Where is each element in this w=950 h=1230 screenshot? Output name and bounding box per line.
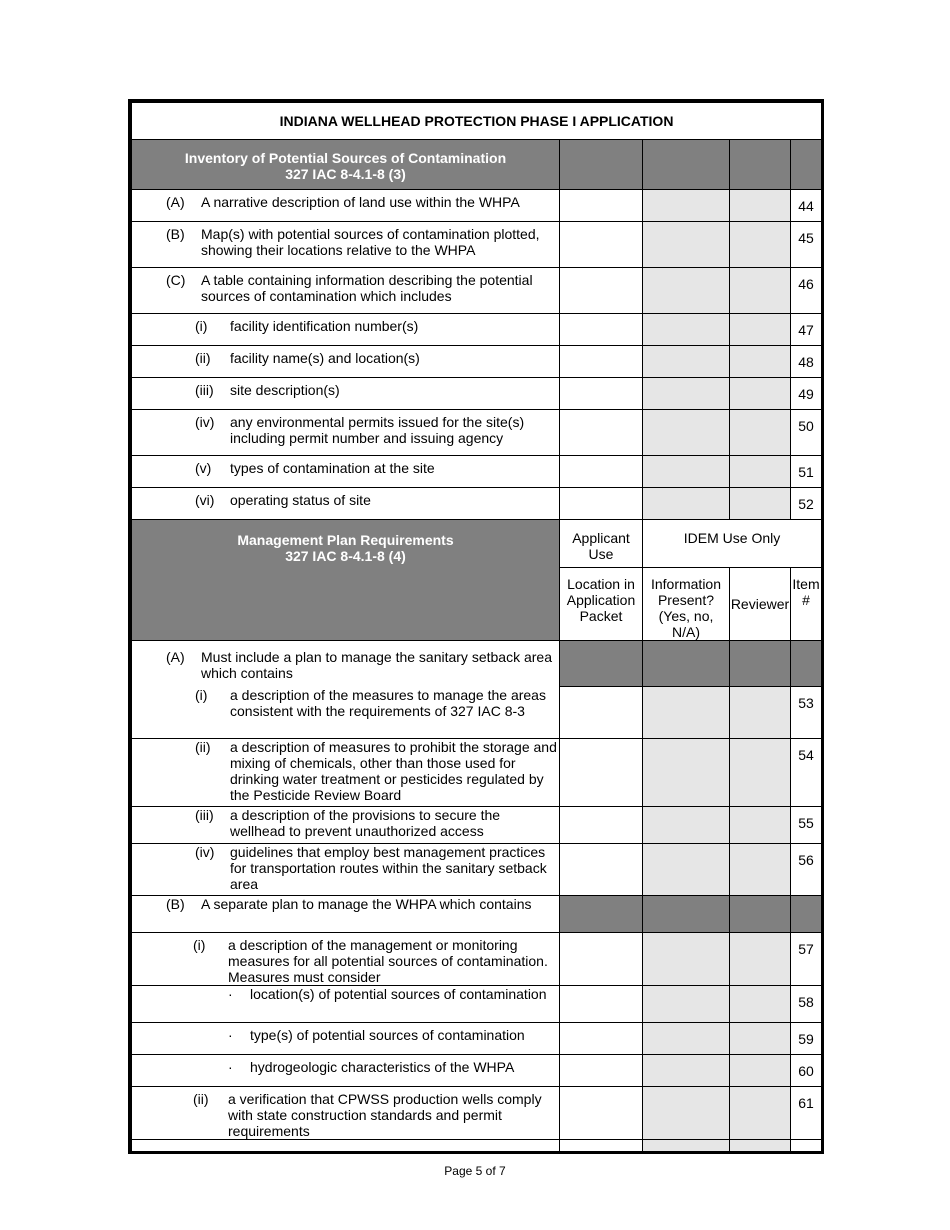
- requirement-cell: [132, 1055, 560, 1087]
- requirement-cell: [132, 933, 560, 986]
- item-text: types of contamination at the site: [230, 460, 435, 476]
- item-label: (i): [195, 686, 208, 703]
- section-blank-cell: [730, 896, 791, 933]
- item-text: Map(s) with potential sources of contamination plotted, showing their locations relative to the WHPA: [201, 226, 540, 258]
- table-row: [132, 739, 822, 807]
- item-number: 59: [791, 1023, 822, 1055]
- requirement-cell: [132, 314, 560, 346]
- information-present-field: [643, 1140, 730, 1155]
- reviewer-field: [730, 933, 791, 986]
- item-text: a verification that CPWSS production wells comply with state construction standards and permit requirements: [228, 1091, 542, 1139]
- bullet-label: ·: [228, 986, 233, 1002]
- reviewer-field: [730, 314, 791, 346]
- information-present-field: [643, 488, 730, 520]
- information-present-field: [643, 346, 730, 378]
- table-row: [132, 222, 822, 268]
- information-present-field: [643, 1087, 730, 1140]
- item-label: (i): [195, 318, 208, 334]
- item-text: A table containing information describing the potential sources of contamination which includes: [201, 272, 533, 304]
- reviewer-field: [730, 456, 791, 488]
- bullet-label: ·: [228, 1059, 233, 1075]
- item-text: Must include a plan to manage the sanitary setback area which contains: [201, 649, 552, 681]
- table-row: [132, 844, 822, 896]
- requirement-cell: [132, 807, 560, 844]
- section-blank-cell: [560, 896, 643, 933]
- management-heading: [132, 520, 560, 641]
- reviewer-field: [730, 1055, 791, 1087]
- requirement-cell: [132, 1023, 560, 1055]
- section-blank-cell: [560, 641, 643, 687]
- table-row: [132, 1055, 822, 1087]
- section-blank-cell: [643, 896, 730, 933]
- reviewer-field: [730, 346, 791, 378]
- table-row: [132, 896, 822, 933]
- item-text: a description of the measures to manage the areas consistent with the requirements of 327 IAC 8-3: [230, 686, 546, 719]
- requirement-cell: [132, 687, 560, 739]
- information-present-field: [643, 1055, 730, 1087]
- applicant-use-header: Applicant Use: [560, 520, 643, 568]
- item-number: 44: [791, 190, 822, 222]
- information-present-field: [643, 410, 730, 456]
- section-blank-cell: [730, 641, 791, 687]
- reviewer-field: [730, 739, 791, 807]
- item-number: 55: [791, 807, 822, 844]
- reviewer-field: [730, 687, 791, 739]
- item-label: (B): [166, 896, 185, 912]
- item-number: 50: [791, 410, 822, 456]
- reviewer-field: [730, 268, 791, 314]
- reviewer-field: [730, 190, 791, 222]
- information-present-field: [643, 222, 730, 268]
- reviewer-field: [730, 986, 791, 1023]
- item-number: 52: [791, 488, 822, 520]
- item-text: guidelines that employ best management practices for transportation routes within the sanitary setback area: [230, 844, 547, 892]
- item-label: (v): [195, 460, 212, 476]
- item-number: 56: [791, 844, 822, 896]
- item-text: a description of measures to prohibit the storage and mixing of chemicals, other than those used for drinking water treatment or pesticides regulated by the Pesticide Review Board: [230, 739, 557, 803]
- item-label: (iv): [195, 414, 215, 430]
- information-present-field: [643, 807, 730, 844]
- inventory-heading-citation: 327 IAC 8-4.1-8 (3): [285, 166, 406, 182]
- item-label: (C): [166, 272, 186, 288]
- location-field[interactable]: [560, 456, 643, 488]
- header-blank-cell: [560, 140, 643, 190]
- item-text: site description(s): [230, 382, 340, 398]
- reviewer-field: [730, 488, 791, 520]
- item-number: 51: [791, 456, 822, 488]
- idem-use-only-header: IDEM Use Only: [643, 520, 822, 568]
- item-text: A separate plan to manage the WHPA which contains: [201, 896, 532, 912]
- section-blank-cell: [643, 641, 730, 687]
- table-row: [132, 488, 822, 520]
- section-blank-cell: [791, 641, 822, 687]
- item-text: a description of the provisions to secure the wellhead to prevent unauthorized access: [230, 807, 501, 839]
- table-row: [132, 314, 822, 346]
- table-row: [132, 268, 822, 314]
- item-number: 53: [791, 687, 822, 739]
- information-present-field: [643, 456, 730, 488]
- location-field[interactable]: [560, 1023, 643, 1055]
- table-row: [132, 687, 822, 739]
- information-present-field: [643, 687, 730, 739]
- reviewer-field: [730, 1087, 791, 1140]
- table-row: [132, 456, 822, 488]
- table-row: [132, 933, 822, 986]
- inventory-heading: [132, 140, 560, 190]
- item-label: (iii): [195, 807, 214, 823]
- requirement-cell: [132, 641, 560, 687]
- location-field[interactable]: [560, 314, 643, 346]
- item-label: (A): [166, 194, 185, 210]
- item-label: (ii): [195, 739, 211, 755]
- table-row: [132, 641, 822, 687]
- form-title: INDIANA WELLHEAD PROTECTION PHASE I APPLICATION: [132, 103, 822, 140]
- table-row: [132, 1023, 822, 1055]
- reviewer-field: [730, 378, 791, 410]
- item-label: (B): [166, 226, 185, 242]
- reviewer-field: [730, 1023, 791, 1055]
- item-number: 54: [791, 739, 822, 807]
- requirement-cell: [132, 222, 560, 268]
- item-label: (A): [166, 649, 185, 665]
- form-table: [131, 102, 822, 1154]
- information-present-field: [643, 986, 730, 1023]
- item-number: 46: [791, 268, 822, 314]
- reviewer-field: [730, 410, 791, 456]
- table-row: [132, 410, 822, 456]
- requirement-cell: [132, 456, 560, 488]
- item-label: (iii): [195, 382, 214, 398]
- location-field[interactable]: [560, 190, 643, 222]
- information-present-field: [643, 844, 730, 896]
- location-field[interactable]: [560, 346, 643, 378]
- item-number: 48: [791, 346, 822, 378]
- item-text: operating status of site: [230, 492, 371, 508]
- item-text: facility identification number(s): [230, 318, 419, 334]
- location-field[interactable]: [560, 933, 643, 986]
- item-text: A narrative description of land use within the WHPA: [201, 194, 520, 210]
- page-number: Page 5 of 7: [444, 1164, 506, 1178]
- reviewer-field: [730, 807, 791, 844]
- requirement-cell: [132, 896, 560, 933]
- table-row: [132, 346, 822, 378]
- item-label: (ii): [195, 350, 211, 366]
- item-text: type(s) of potential sources of contamination: [250, 1027, 525, 1043]
- requirement-cell: [132, 986, 560, 1023]
- header-blank-cell: [730, 140, 791, 190]
- location-field[interactable]: [560, 1140, 643, 1155]
- location-field[interactable]: [560, 222, 643, 268]
- header-blank-cell: [643, 140, 730, 190]
- information-present-field: [643, 933, 730, 986]
- item-label: (ii): [193, 1091, 209, 1107]
- header-blank-cell: [791, 140, 822, 190]
- item-number: 45: [791, 222, 822, 268]
- item-column-header: Item #: [791, 568, 822, 641]
- table-row: [132, 986, 822, 1023]
- information-present-field: [643, 268, 730, 314]
- information-present-field: [643, 739, 730, 807]
- item-number: 57: [791, 933, 822, 986]
- location-field[interactable]: [560, 410, 643, 456]
- information-present-field: [643, 1023, 730, 1055]
- table-row: [132, 807, 822, 844]
- item-number: 58: [791, 986, 822, 1023]
- requirement-cell: [132, 1140, 560, 1155]
- management-heading-citation: 327 IAC 8-4.1-8 (4): [285, 548, 406, 564]
- requirement-cell: [132, 378, 560, 410]
- item-number: 61: [791, 1087, 822, 1140]
- item-number: 60: [791, 1055, 822, 1087]
- application-form: [128, 99, 824, 1154]
- item-text: hydrogeologic characteristics of the WHPA: [250, 1059, 515, 1075]
- requirement-cell: [132, 739, 560, 807]
- location-field[interactable]: [560, 986, 643, 1023]
- reviewer-column-header: Reviewer: [730, 568, 791, 641]
- item-number: [791, 1140, 822, 1155]
- requirement-cell: [132, 190, 560, 222]
- reviewer-field: [730, 844, 791, 896]
- item-number: 47: [791, 314, 822, 346]
- item-text: a description of the management or monitoring measures for all potential sources of contamination. Measures must consider: [228, 937, 548, 985]
- table-row: [132, 1140, 822, 1155]
- table-row: [132, 190, 822, 222]
- reviewer-field: [730, 1140, 791, 1155]
- location-field[interactable]: [560, 268, 643, 314]
- reviewer-field: [730, 222, 791, 268]
- location-field[interactable]: [560, 844, 643, 896]
- item-text: facility name(s) and location(s): [230, 350, 420, 366]
- location-field[interactable]: [560, 739, 643, 807]
- location-column-header: Location in Application Packet: [560, 568, 643, 641]
- bullet-label: ·: [228, 1027, 233, 1043]
- inventory-heading-title: Inventory of Potential Sources of Contamination: [184, 150, 507, 166]
- requirement-cell: [132, 1087, 560, 1140]
- table-row: [132, 378, 822, 410]
- location-field[interactable]: [560, 1055, 643, 1087]
- requirement-cell: [132, 346, 560, 378]
- location-field[interactable]: [560, 807, 643, 844]
- item-text: location(s) of potential sources of contamination: [250, 986, 547, 1002]
- table-row: [132, 1087, 822, 1140]
- item-text: any environmental permits issued for the site(s) including permit number and issuing agency: [230, 414, 525, 446]
- location-field[interactable]: [560, 488, 643, 520]
- item-number: 49: [791, 378, 822, 410]
- item-label: (iv): [195, 844, 215, 860]
- location-field[interactable]: [560, 378, 643, 410]
- requirement-cell: [132, 268, 560, 314]
- item-label: (i): [193, 937, 206, 953]
- information-present-field: [643, 190, 730, 222]
- management-heading-title: Management Plan Requirements: [237, 532, 454, 548]
- information-present-field: [643, 314, 730, 346]
- requirement-cell: [132, 844, 560, 896]
- information-column-header: Information Present? (Yes, no, N/A): [643, 568, 730, 641]
- requirement-cell: [132, 410, 560, 456]
- location-field[interactable]: [560, 1087, 643, 1140]
- location-field[interactable]: [560, 687, 643, 739]
- requirement-cell: [132, 488, 560, 520]
- information-present-field: [643, 378, 730, 410]
- item-label: (vi): [195, 492, 215, 508]
- section-blank-cell: [791, 896, 822, 933]
